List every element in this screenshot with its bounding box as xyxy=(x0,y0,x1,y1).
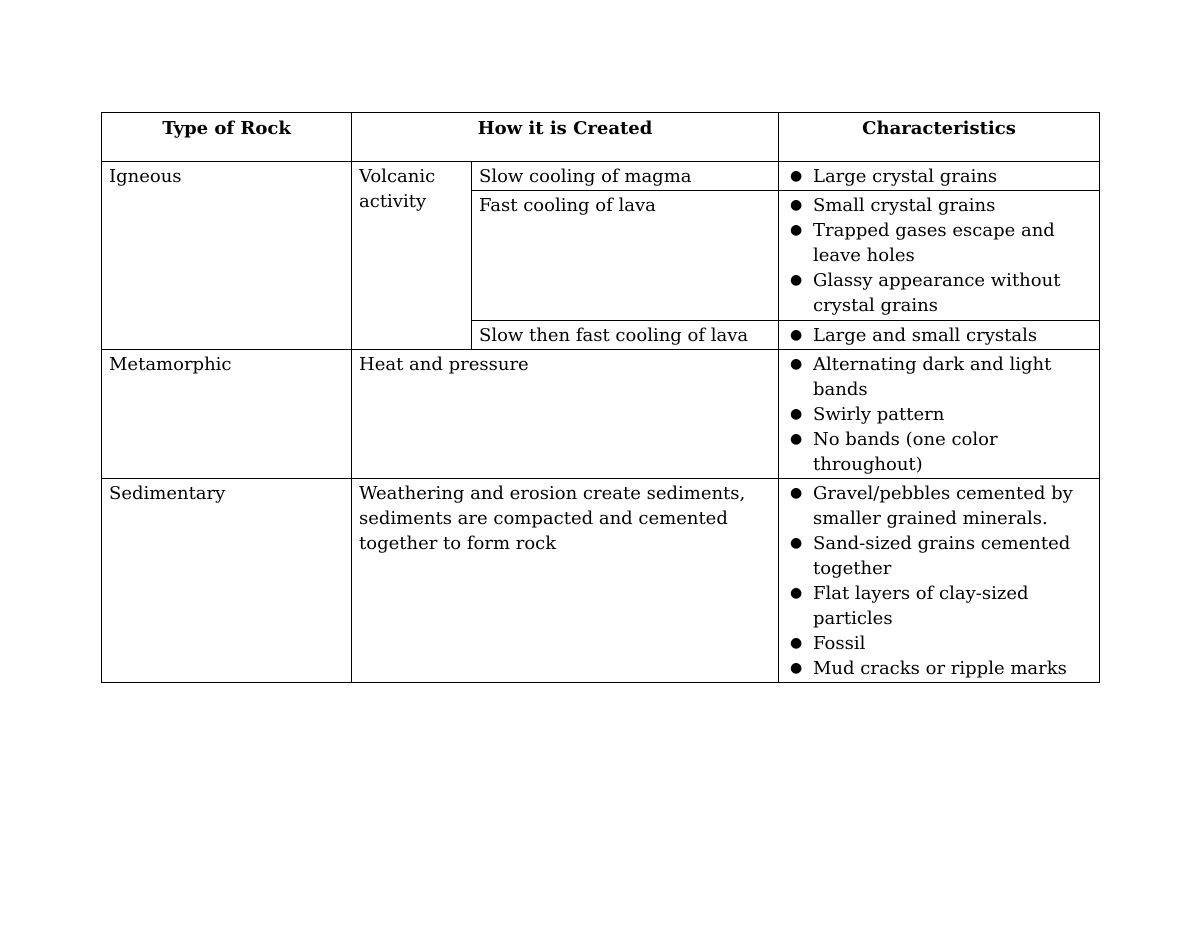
list-item: ● Glassy appearance without crystal grains xyxy=(790,270,1061,316)
rock-type-metamorphic: Metamorphic xyxy=(102,350,352,479)
header-row xyxy=(102,113,1100,162)
bullet-icon: ● xyxy=(790,585,803,601)
rock-types-table xyxy=(101,112,1100,683)
bullet-icon: ● xyxy=(790,485,803,501)
bullet-icon: ● xyxy=(790,535,803,551)
header-characteristics: Characteristics xyxy=(779,113,1100,162)
list-item: ● Large crystal grains xyxy=(790,166,998,187)
bullet-list xyxy=(786,352,1092,477)
table-row xyxy=(102,350,1100,479)
bullet-icon: ● xyxy=(790,168,803,184)
bullet-icon: ● xyxy=(790,406,803,422)
list-item: ● Small crystal grains xyxy=(790,195,996,216)
list-item: ● Large and small crystals xyxy=(790,325,1038,346)
table-row xyxy=(102,162,1100,191)
list-item: ● Gravel/pebbles cemented by smaller grained minerals. xyxy=(790,483,1073,529)
list-item: ● Trapped gases escape and leave holes xyxy=(790,220,1055,266)
list-item: ● Fossil xyxy=(790,633,866,654)
igneous-created-2: Fast cooling of lava xyxy=(472,191,779,321)
igneous-created-3: Slow then fast cooling of lava xyxy=(472,321,779,350)
bullet-icon: ● xyxy=(790,635,803,651)
igneous-characteristics-1 xyxy=(779,162,1100,191)
list-item: ● Flat layers of clay-sized particles xyxy=(790,583,1029,629)
header-type-of-rock: Type of Rock xyxy=(102,113,352,162)
bullet-icon: ● xyxy=(790,222,803,238)
bullet-list xyxy=(786,193,1092,318)
bullet-icon: ● xyxy=(790,327,803,343)
bullet-icon: ● xyxy=(790,272,803,288)
igneous-characteristics-2 xyxy=(779,191,1100,321)
rock-type-sedimentary: Sedimentary xyxy=(102,479,352,683)
sedimentary-created: Weathering and erosion create sediments, sediments are compacted and cemented together to form rock xyxy=(352,479,779,683)
bullet-icon: ● xyxy=(790,356,803,372)
bullet-icon: ● xyxy=(790,431,803,447)
igneous-characteristics-3 xyxy=(779,321,1100,350)
list-item: ● No bands (one color throughout) xyxy=(790,429,998,475)
igneous-created-1: Slow cooling of magma xyxy=(472,162,779,191)
metamorphic-created: Heat and pressure xyxy=(352,350,779,479)
list-item: ● Mud cracks or ripple marks xyxy=(790,658,1067,679)
rock-type-igneous: Igneous xyxy=(102,162,352,350)
bullet-list xyxy=(786,481,1092,681)
list-item: ● Swirly pattern xyxy=(790,404,945,425)
bullet-list xyxy=(786,323,1092,348)
list-item: ● Alternating dark and light bands xyxy=(790,354,1052,400)
header-how-created: How it is Created xyxy=(352,113,779,162)
list-item: ● Sand-sized grains cemented together xyxy=(790,533,1071,579)
bullet-icon: ● xyxy=(790,197,803,213)
sedimentary-characteristics xyxy=(779,479,1100,683)
table-row xyxy=(102,479,1100,683)
bullet-icon: ● xyxy=(790,660,803,676)
metamorphic-characteristics xyxy=(779,350,1100,479)
bullet-list xyxy=(786,164,1092,189)
igneous-process: Volcanic activity xyxy=(352,162,472,350)
